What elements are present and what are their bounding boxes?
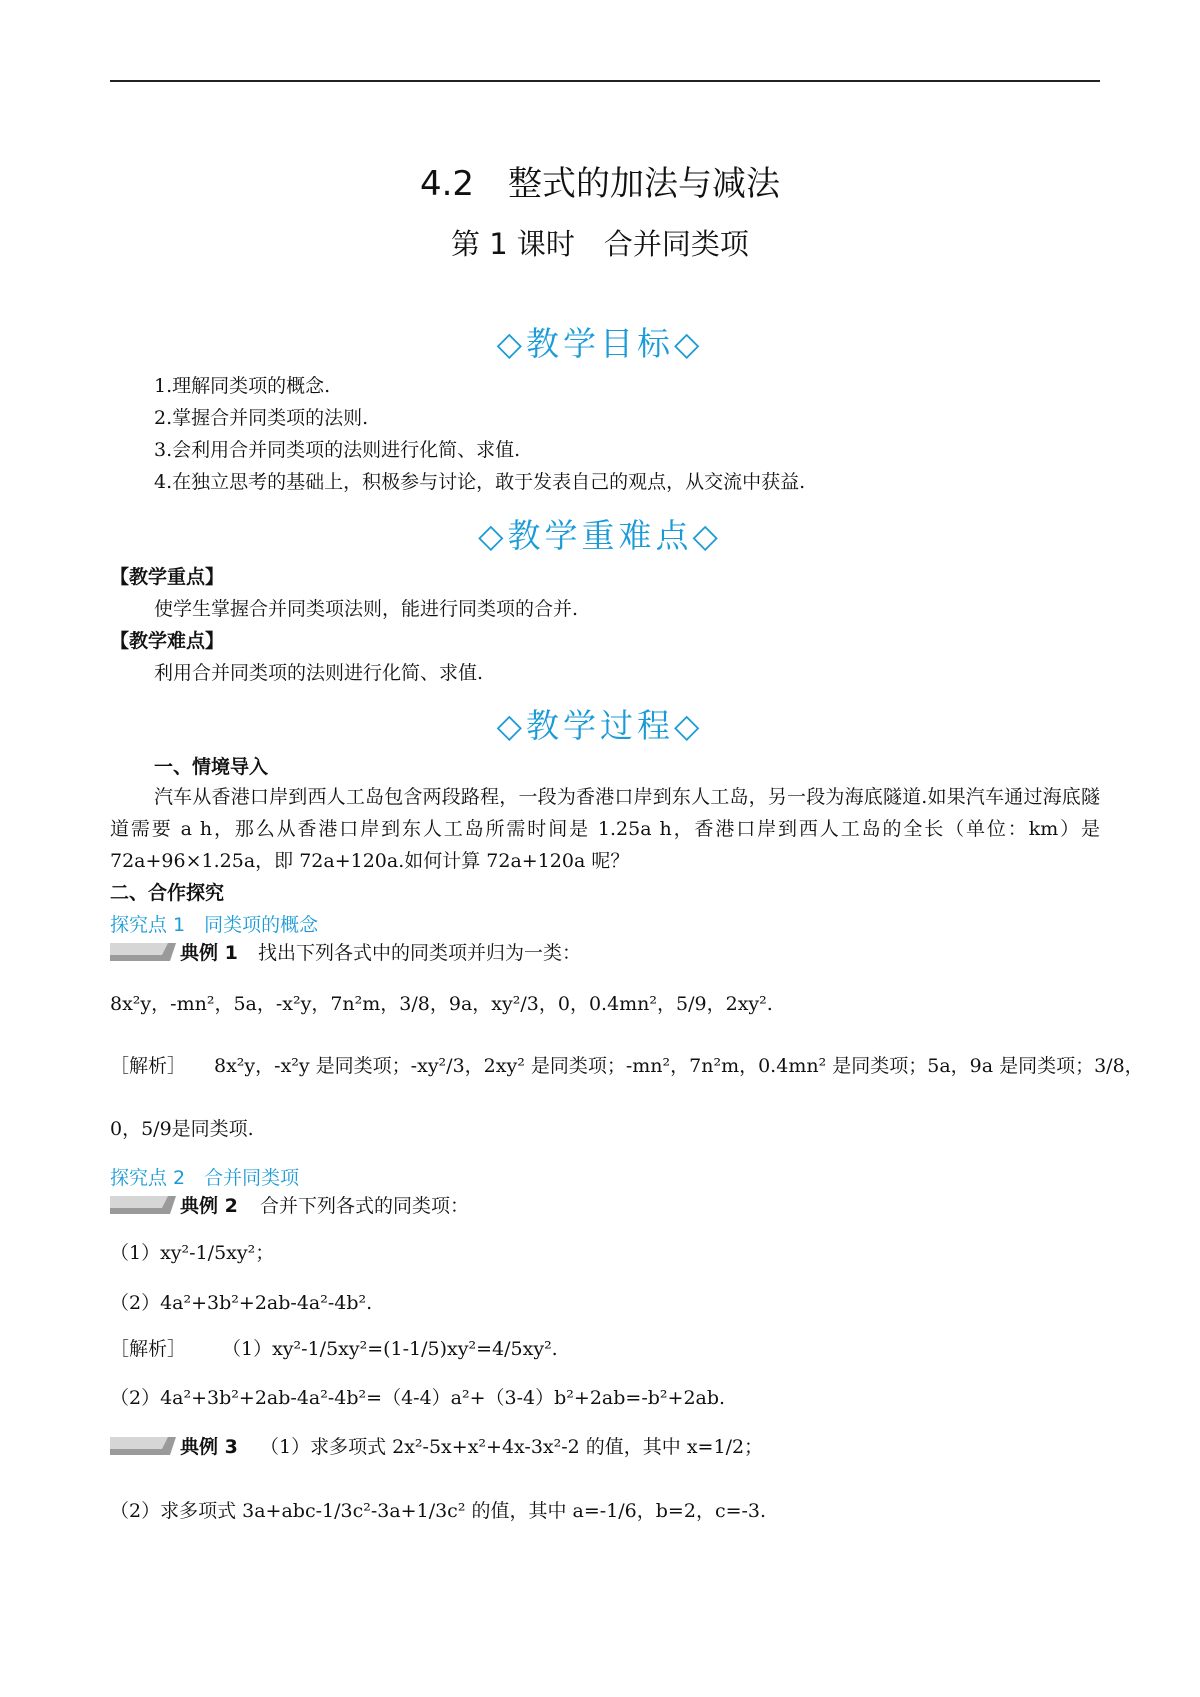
- example-1-text: 找出下列各式中的同类项并归为一类：: [258, 942, 582, 964]
- section-keypoints-heading: ◇教学重难点◇: [478, 516, 722, 555]
- page-title: 4.2 整式的加法与减法: [419, 164, 781, 204]
- example-2-label: 典例 2: [180, 1195, 238, 1217]
- inquiry-point-2-title: 探究点 2 合并同类项: [110, 1167, 300, 1189]
- example-3-label: 典例 3: [180, 1436, 238, 1458]
- objective-2: 2.掌握合并同类项的法则.: [154, 407, 369, 429]
- part1-paragraph: 汽车从香港口岸到西人工岛包含两段路程，一段为香港口岸到东人工岛，另一段为海底隧道.如果汽车通过海底隧道需要 a h，那么从香港口岸到东人工岛所需时间是 1.25a h，香港口岸到西人工岛的全长（单位：km）是 72a+96×1.25a，即 72a+120a.如何计算 72a+120a 呢？: [110, 786, 1100, 872]
- difficulty-label: 【教学难点】: [110, 630, 225, 652]
- example-2-solution-1: （1）xy²-1/5xy²=(1-1/5)xy²=4/5xy².: [222, 1338, 558, 1360]
- section-process-heading: ◇教学过程◇: [496, 706, 704, 745]
- example-2-solution-2: （2）4a²+3b²+2ab-4a²-4b²=（4-4）a²+（3-4）b²+2ab=-b²+2ab.: [110, 1387, 726, 1409]
- objective-3: 3.会利用合并同类项的法则进行化简、求值.: [154, 439, 521, 461]
- example-2-question-1: （1）xy²-1/5xy²；: [110, 1242, 275, 1264]
- page-subtitle: 第 1 课时 合并同类项: [451, 227, 749, 261]
- example-3-question-2: （2）求多项式 3a+abc-1/3c²-3a+1/3c² 的值，其中 a=-1/6，b=2，c=-3.: [110, 1500, 767, 1522]
- example-3-question-1: （1）求多项式 2x²-5x+x²+4x-3x²-2 的值，其中 x=1/2；: [260, 1436, 764, 1458]
- example-2-banner-icon: [110, 1196, 176, 1214]
- objective-1: 1.理解同类项的概念.: [154, 375, 331, 397]
- example-2-solution-label: ［解析］: [110, 1338, 187, 1360]
- inquiry-point-1-title: 探究点 1 同类项的概念: [110, 914, 319, 936]
- example-1-solution-cont: 0，5/9是同类项.: [110, 1118, 254, 1140]
- header-rule: [110, 80, 1100, 82]
- example-1-banner-icon: [110, 943, 176, 961]
- example-2-question-2: （2）4a²+3b²+2ab-4a²-4b².: [110, 1292, 373, 1314]
- example-1-label: 典例 1: [180, 942, 238, 964]
- part2-title: 二、合作探究: [110, 882, 225, 904]
- part1-title: 一、情境导入: [154, 756, 269, 778]
- focus-label: 【教学重点】: [110, 566, 225, 588]
- example-3-banner-icon: [110, 1437, 176, 1455]
- objective-4: 4.在独立思考的基础上，积极参与讨论，敢于发表自己的观点，从交流中获益.: [154, 471, 806, 493]
- section-objectives-heading: ◇教学目标◇: [496, 324, 704, 363]
- example-1-solution-label: ［解析］: [110, 1055, 187, 1077]
- example-2-text: 合并下列各式的同类项：: [260, 1195, 470, 1217]
- difficulty-text: 利用合并同类项的法则进行化简、求值.: [154, 662, 484, 684]
- example-1-solution: 8x²y，-x²y 是同类项；-xy²/3，2xy² 是同类项；-mn²，7n²m，0.4mn² 是同类项；5a，9a 是同类项；3/8，: [214, 1055, 1144, 1077]
- focus-text: 使学生掌握合并同类项法则，能进行同类项的合并.: [154, 598, 579, 620]
- example-1-terms: 8x²y，-mn²，5a，-x²y，7n²m，3/8，9a，xy²/3，0，0.4mn²，5/9，2xy².: [110, 993, 773, 1015]
